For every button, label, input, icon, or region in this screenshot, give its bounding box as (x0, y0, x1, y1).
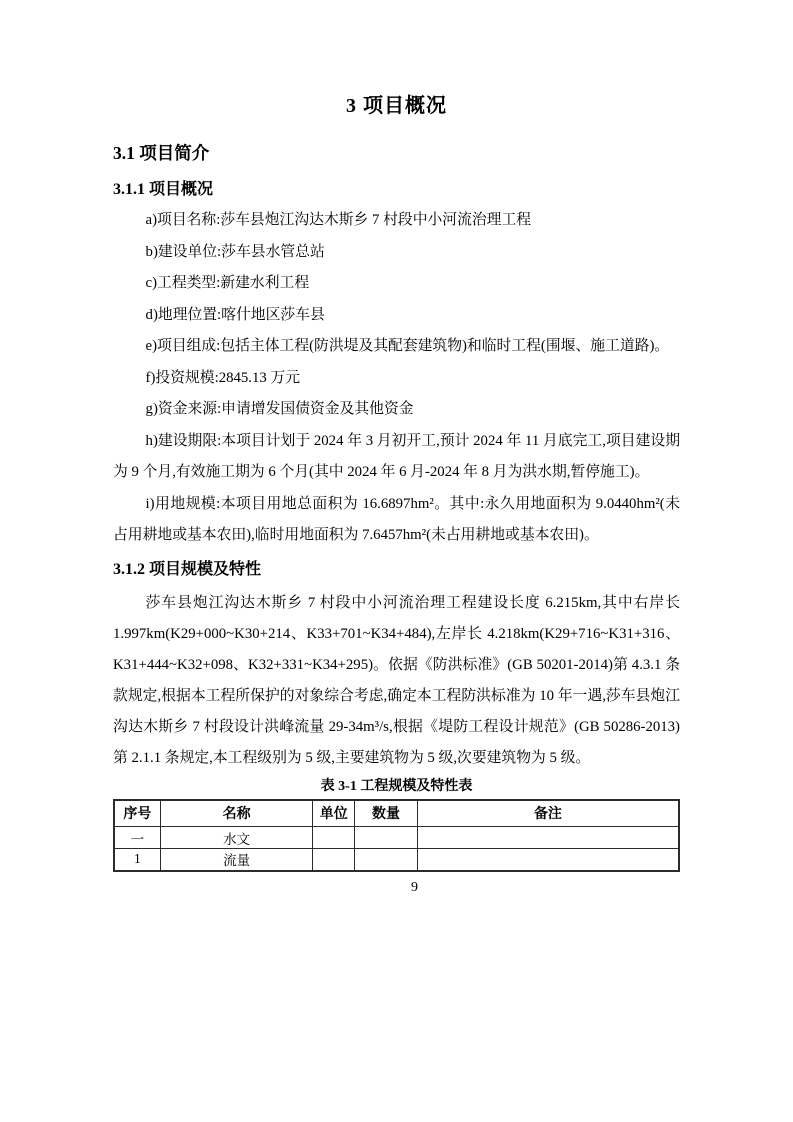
table-cell-name: 流量 (160, 849, 313, 871)
table-header-quantity: 数量 (355, 800, 418, 827)
list-item-a: a)项目名称:莎车县炮江沟达木斯乡 7 村段中小河流治理工程 (145, 212, 532, 228)
table-cell-name: 水文 (160, 827, 313, 849)
page-number: 9 (411, 879, 418, 895)
page-title: 3 项目概况 (346, 95, 447, 117)
table-row (114, 827, 679, 849)
table-header-remark: 备注 (417, 800, 679, 827)
scale-paragraph: 莎车县炮江沟达木斯乡 7 村段中小河流治理工程建设长度 6.215km,其中右岸长 1.997km(K29+000~K30+214、K33+701~K34+484),左岸长 4.218km(K29+716~K31+316、K31+444~K32+098、K32+331~K34+295)。依据《防洪标准》(GB 50201-2014)第 4.3.1 条款规定,根据本工程所保护的对象综合考虑,确定本工程防洪标准为 10 年一遇,莎车县炮江沟达木斯乡 7 村段设计洪峰流量 29-34m³/s,根据《堤防工程设计规范》(GB 50286-2013)第 2.1.1 条规定,本工程级别为 5 级,主要建筑物为 5 级,次要建筑物为 5 级。 (113, 594, 680, 766)
list-item-c: c)工程类型:新建水利工程 (145, 275, 310, 291)
list-item-f: f)投资规模:2845.13 万元 (145, 369, 301, 386)
table-cell-remark (417, 827, 679, 849)
list-item-b: b)建设单位:莎车县水管总站 (145, 243, 325, 260)
list-item-e: e)项目组成:包括主体工程(防洪堤及其配套建筑物)和临时工程(围堰、施工道路)。 (145, 338, 670, 354)
table-cell-index: 一 (114, 827, 160, 849)
table-header-unit: 单位 (313, 800, 355, 827)
table-cell-unit (313, 849, 355, 871)
table-row (114, 849, 679, 871)
list-item-i: i)用地规模:本项目用地总面积为 16.6897hm²。其中:永久用地面积为 9.0440hm²(未占用耕地或基本农田),临时用地面积为 7.6457hm²(未占用耕地或基本农田)。 (113, 495, 680, 543)
table-header-row (114, 800, 679, 827)
spec-table (113, 799, 680, 872)
subsection-heading-3-1-1: 3.1.1 项目概况 (113, 181, 214, 198)
table-header-name: 名称 (160, 800, 313, 827)
table-cell-quantity (355, 827, 418, 849)
list-item-d: d)地理位置:喀什地区莎车县 (145, 306, 325, 323)
section-heading-3-1: 3.1 项目简介 (113, 143, 210, 163)
list-item-g: g)资金来源:申请增发国债资金及其他资金 (145, 401, 414, 417)
project-overview-list (113, 205, 680, 552)
list-item-h: h)建设期限:本项目计划于 2024 年 3 月初开工,预计 2024 年 11 月底完工,项目建设期为 9 个月,有效施工期为 6 个月(其中 2024 年 6 月-2024 年 8 月为洪水期,暂停施工)。 (113, 432, 680, 480)
subsection-heading-3-1-2: 3.1.2 项目规模及特性 (113, 560, 262, 578)
table-cell-index: 1 (114, 849, 160, 871)
table-cell-quantity (355, 849, 418, 871)
table-header-index: 序号 (114, 800, 160, 827)
table-cell-remark (417, 849, 679, 871)
table-caption: 表 3-1 工程规模及特性表 (320, 778, 473, 794)
table-cell-unit (313, 827, 355, 849)
